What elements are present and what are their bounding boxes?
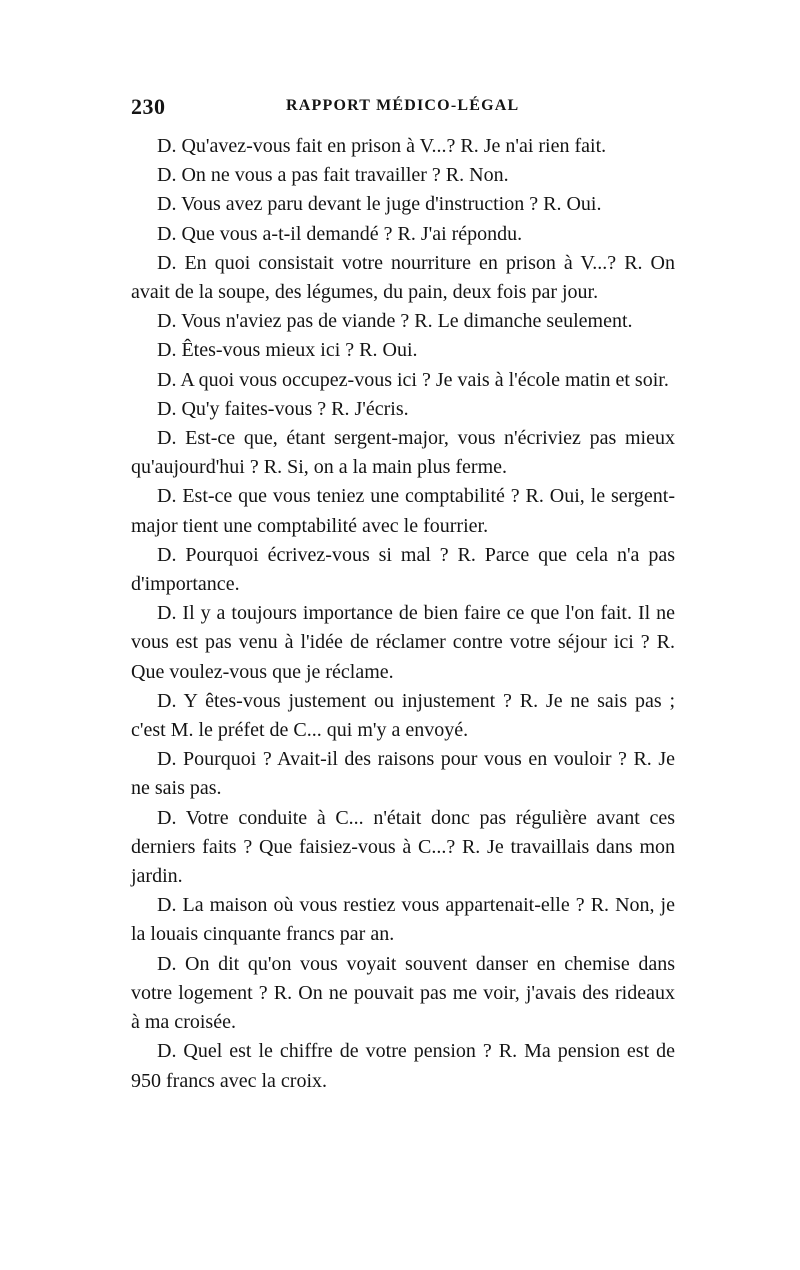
paragraph: D. La maison où vous restiez vous appartenait-elle ? R. Non, je la louais cinquante francs par an. xyxy=(131,894,675,946)
paragraph: D. Quel est le chiffre de votre pension ? R. Ma pension est de 950 francs avec la croix. xyxy=(131,1040,675,1092)
paragraph: D. Que vous a-t-il demandé ? R. J'ai répondu. xyxy=(157,222,523,245)
paragraph: D. On ne vous a pas fait travailler ? R. Non. xyxy=(157,164,509,187)
paragraph: D. A quoi vous occupez-vous ici ? Je vais à l'école matin et soir. xyxy=(157,368,669,391)
paragraph: D. Vous n'aviez pas de viande ? R. Le dimanche seulement. xyxy=(157,310,633,333)
paragraph: D. Pourquoi écrivez-vous si mal ? R. Parce que cela n'a pas d'importance. xyxy=(131,543,675,596)
page-header xyxy=(131,94,676,120)
paragraph: D. Êtes-vous mieux ici ? R. Oui. xyxy=(157,339,418,362)
interrogation-text xyxy=(131,132,675,1096)
paragraph: D. Est-ce que vous teniez une comptabilité ? R. Oui, le sergent-major tient une comptabilité avec le fourrier. xyxy=(131,485,675,537)
paragraph: D. Vous avez paru devant le juge d'instruction ? R. Oui. xyxy=(157,193,602,216)
paragraph: D. Qu'y faites-vous ? R. J'écris. xyxy=(157,397,409,420)
page-number: 230 xyxy=(131,94,166,119)
paragraph: D. Qu'avez-vous fait en prison à V...? R. Je n'ai rien fait. xyxy=(157,135,607,157)
paragraph: D. Est-ce que, étant sergent-major, vous n'écriviez pas mieux qu'aujourd'hui ? R. Si, on a la main plus ferme. xyxy=(131,427,675,479)
paragraph: D. On dit qu'on vous voyait souvent danser en chemise dans votre logement ? R. On ne pouvait pas me voir, j'avais des rideaux à ma croisée. xyxy=(131,952,675,1034)
paragraph: D. Pourquoi ? Avait-il des raisons pour vous en vouloir ? R. Je ne sais pas. xyxy=(131,748,675,800)
paragraph: D. Il y a toujours importance de bien faire ce que l'on fait. Il ne vous est pas venu à l'idée de réclamer contre votre séjour ici ? R. Que voulez-vous que je réclame. xyxy=(131,602,675,683)
paragraph: D. Y êtes-vous justement ou injustement ? R. Je ne sais pas ; c'est M. le préfet de C... qui m'y a envoyé. xyxy=(131,689,675,742)
running-title: RAPPORT MÉDICO-LÉGAL xyxy=(286,97,520,114)
paragraph: D. En quoi consistait votre nourriture en prison à V...? R. On avait de la soupe, des légumes, du pain, deux fois par jour. xyxy=(131,251,675,304)
paragraph: D. Votre conduite à C... n'était donc pas régulière avant ces derniers faits ? Que faisiez-vous à C...? R. Je travaillais dans mon jardin. xyxy=(131,806,675,888)
